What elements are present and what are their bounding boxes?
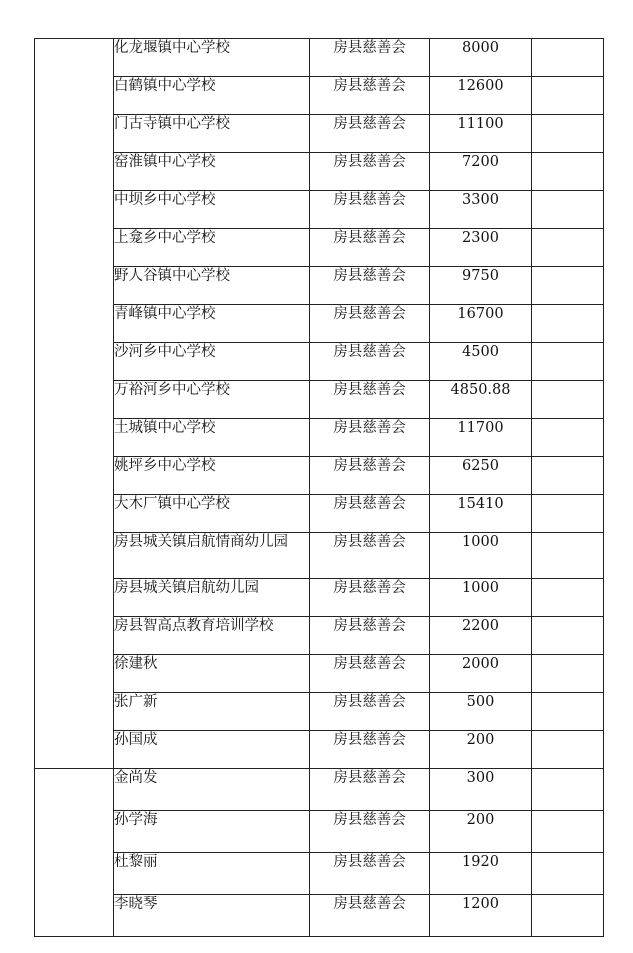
remarks-cell bbox=[532, 343, 604, 381]
recipient-name-cell: 房县城关镇启航情商幼儿园 bbox=[114, 533, 310, 579]
table-row bbox=[35, 693, 604, 731]
recipient-name-cell: 土城镇中心学校 bbox=[114, 419, 310, 457]
amount-cell: 500 bbox=[430, 693, 532, 731]
amount-cell: 12600 bbox=[430, 77, 532, 115]
organization-cell: 房县慈善会 bbox=[310, 579, 430, 617]
table-row bbox=[35, 579, 604, 617]
remarks-cell bbox=[532, 853, 604, 895]
amount-cell: 4850.88 bbox=[430, 381, 532, 419]
organization-cell: 房县慈善会 bbox=[310, 533, 430, 579]
remarks-cell bbox=[532, 731, 604, 769]
remarks-cell bbox=[532, 655, 604, 693]
table-row bbox=[35, 811, 604, 853]
recipient-name-cell: 孙学海 bbox=[114, 811, 310, 853]
organization-cell: 房县慈善会 bbox=[310, 693, 430, 731]
remarks-cell bbox=[532, 811, 604, 853]
table-row bbox=[35, 495, 604, 533]
table-row bbox=[35, 457, 604, 495]
amount-cell: 1000 bbox=[430, 533, 532, 579]
table-row bbox=[35, 769, 604, 811]
remarks-cell bbox=[532, 305, 604, 343]
recipient-name-cell: 门古寺镇中心学校 bbox=[114, 115, 310, 153]
amount-cell: 2000 bbox=[430, 655, 532, 693]
organization-cell: 房县慈善会 bbox=[310, 381, 430, 419]
recipient-name-cell: 姚坪乡中心学校 bbox=[114, 457, 310, 495]
recipient-name-cell: 徐建秋 bbox=[114, 655, 310, 693]
remarks-cell bbox=[532, 115, 604, 153]
table-row bbox=[35, 191, 604, 229]
table-row bbox=[35, 655, 604, 693]
recipient-name-cell: 大木厂镇中心学校 bbox=[114, 495, 310, 533]
organization-cell: 房县慈善会 bbox=[310, 419, 430, 457]
remarks-cell bbox=[532, 533, 604, 579]
table-row bbox=[35, 853, 604, 895]
table-row bbox=[35, 267, 604, 305]
organization-cell: 房县慈善会 bbox=[310, 495, 430, 533]
organization-cell: 房县慈善会 bbox=[310, 267, 430, 305]
remarks-cell bbox=[532, 229, 604, 267]
organization-cell: 房县慈善会 bbox=[310, 853, 430, 895]
remarks-cell bbox=[532, 769, 604, 811]
amount-cell: 1000 bbox=[430, 579, 532, 617]
amount-cell: 11700 bbox=[430, 419, 532, 457]
remarks-cell bbox=[532, 419, 604, 457]
recipient-name-cell: 万裕河乡中心学校 bbox=[114, 381, 310, 419]
amount-cell: 4500 bbox=[430, 343, 532, 381]
organization-cell: 房县慈善会 bbox=[310, 229, 430, 267]
organization-cell: 房县慈善会 bbox=[310, 305, 430, 343]
organization-cell: 房县慈善会 bbox=[310, 343, 430, 381]
recipient-name-cell: 中坝乡中心学校 bbox=[114, 191, 310, 229]
recipient-name-cell: 白鹤镇中心学校 bbox=[114, 77, 310, 115]
table-row bbox=[35, 533, 604, 579]
table-row bbox=[35, 895, 604, 937]
amount-cell: 1200 bbox=[430, 895, 532, 937]
organization-cell: 房县慈善会 bbox=[310, 655, 430, 693]
remarks-cell bbox=[532, 579, 604, 617]
remarks-cell bbox=[532, 153, 604, 191]
organization-cell: 房县慈善会 bbox=[310, 115, 430, 153]
remarks-cell bbox=[532, 895, 604, 937]
amount-cell: 300 bbox=[430, 769, 532, 811]
amount-cell: 16700 bbox=[430, 305, 532, 343]
organization-cell: 房县慈善会 bbox=[310, 457, 430, 495]
table-row bbox=[35, 153, 604, 191]
remarks-cell bbox=[532, 267, 604, 305]
organization-cell: 房县慈善会 bbox=[310, 769, 430, 811]
recipient-name-cell: 房县智高点教育培训学校 bbox=[114, 617, 310, 655]
recipient-name-cell: 沙河乡中心学校 bbox=[114, 343, 310, 381]
recipient-name-cell: 窑淮镇中心学校 bbox=[114, 153, 310, 191]
table-row bbox=[35, 381, 604, 419]
remarks-cell bbox=[532, 39, 604, 77]
amount-cell: 8000 bbox=[430, 39, 532, 77]
organization-cell: 房县慈善会 bbox=[310, 153, 430, 191]
amount-cell: 15410 bbox=[430, 495, 532, 533]
amount-cell: 2200 bbox=[430, 617, 532, 655]
recipient-name-cell: 金尚发 bbox=[114, 769, 310, 811]
recipient-name-cell: 李晓琴 bbox=[114, 895, 310, 937]
recipient-name-cell: 青峰镇中心学校 bbox=[114, 305, 310, 343]
table-row bbox=[35, 229, 604, 267]
organization-cell: 房县慈善会 bbox=[310, 617, 430, 655]
remarks-cell bbox=[532, 495, 604, 533]
recipient-name-cell: 化龙堰镇中心学校 bbox=[114, 39, 310, 77]
remarks-cell bbox=[532, 693, 604, 731]
remarks-cell bbox=[532, 457, 604, 495]
table-row bbox=[35, 115, 604, 153]
amount-cell: 2300 bbox=[430, 229, 532, 267]
organization-cell: 房县慈善会 bbox=[310, 731, 430, 769]
amount-cell: 3300 bbox=[430, 191, 532, 229]
table-row bbox=[35, 305, 604, 343]
recipient-name-cell: 野人谷镇中心学校 bbox=[114, 267, 310, 305]
remarks-cell bbox=[532, 381, 604, 419]
recipient-name-cell: 张广新 bbox=[114, 693, 310, 731]
table-row bbox=[35, 77, 604, 115]
amount-cell: 200 bbox=[430, 731, 532, 769]
table-row bbox=[35, 731, 604, 769]
table-row bbox=[35, 39, 604, 77]
amount-cell: 1920 bbox=[430, 853, 532, 895]
table-row bbox=[35, 617, 604, 655]
recipient-name-cell: 上龛乡中心学校 bbox=[114, 229, 310, 267]
group-cell bbox=[35, 769, 114, 937]
organization-cell: 房县慈善会 bbox=[310, 39, 430, 77]
remarks-cell bbox=[532, 617, 604, 655]
amount-cell: 11100 bbox=[430, 115, 532, 153]
amount-cell: 6250 bbox=[430, 457, 532, 495]
organization-cell: 房县慈善会 bbox=[310, 77, 430, 115]
group-cell bbox=[35, 39, 114, 769]
recipient-name-cell: 孙国成 bbox=[114, 731, 310, 769]
organization-cell: 房县慈善会 bbox=[310, 895, 430, 937]
table-row bbox=[35, 419, 604, 457]
donation-table-body bbox=[35, 39, 604, 937]
organization-cell: 房县慈善会 bbox=[310, 191, 430, 229]
remarks-cell bbox=[532, 191, 604, 229]
amount-cell: 200 bbox=[430, 811, 532, 853]
recipient-name-cell: 杜黎丽 bbox=[114, 853, 310, 895]
amount-cell: 7200 bbox=[430, 153, 532, 191]
table-row bbox=[35, 343, 604, 381]
amount-cell: 9750 bbox=[430, 267, 532, 305]
donation-table bbox=[34, 38, 604, 937]
recipient-name-cell: 房县城关镇启航幼儿园 bbox=[114, 579, 310, 617]
remarks-cell bbox=[532, 77, 604, 115]
organization-cell: 房县慈善会 bbox=[310, 811, 430, 853]
